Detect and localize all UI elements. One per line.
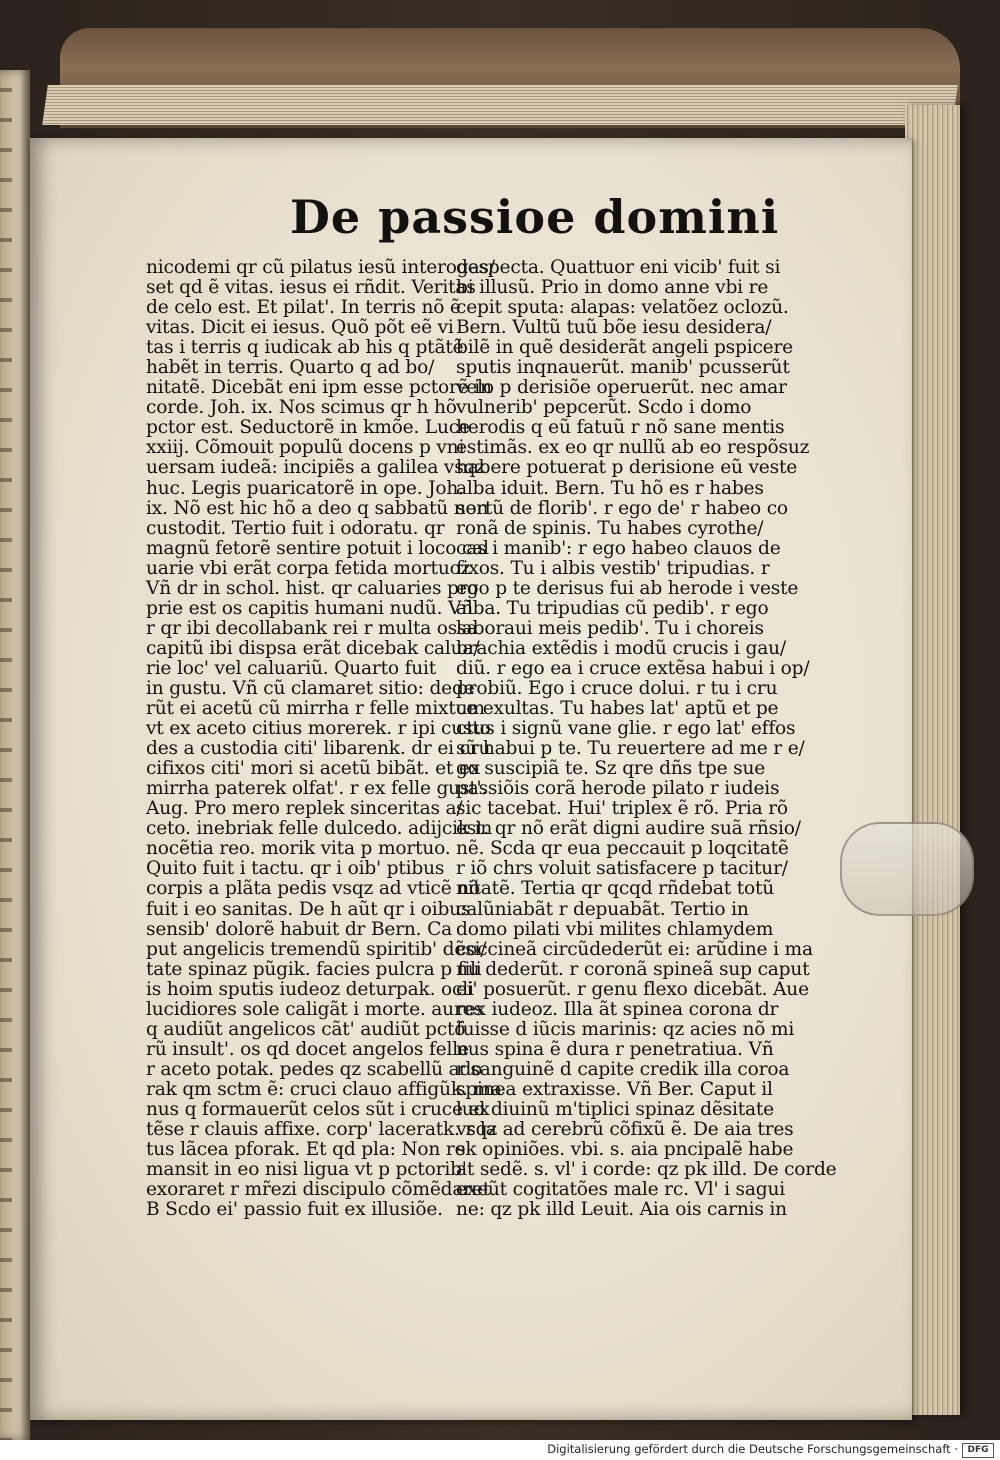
text-line: des a custodia citi' libarenk. dr ei cru: [146, 738, 491, 760]
text-line: exoraret r mr̃ezi discipulo cõmẽdaret: [146, 1179, 490, 1201]
text-column-left: [146, 257, 502, 1221]
text-line: habere potuerat p derisione eũ veste: [456, 457, 798, 479]
text-line: lucidiores sole caligãt i morte. aures: [146, 998, 483, 1020]
text-line: xxiij. Cõmouit populũ docens p vni: [146, 437, 465, 459]
running-head: De passioe domini: [290, 190, 780, 244]
page-edges-right: [905, 105, 960, 1415]
text-line: rũ insult'. os qd docet angelos felle: [146, 1038, 469, 1060]
text-line: alba iduit. Bern. Tu hõ es r habes: [456, 477, 764, 499]
text-line: uarie vbi erãt corpa fetida mortuoz: [146, 557, 471, 579]
text-line: corpis a plãta pedis vsqz ad vticẽ nõ: [146, 878, 480, 900]
text-line: cifixos citi' mori si acetũ bibãt. et ex: [146, 758, 480, 780]
text-line: cas i manib': r ego habeo clauos de: [456, 537, 781, 559]
text-line: rie loc' vel caluariũ. Quarto fuit: [146, 657, 437, 679]
text-line: sũ habui p te. Tu reuertere ad me r e/: [456, 738, 805, 760]
text-line: ceto. inebriak felle dulcedo. adijcik in: [146, 818, 493, 840]
dfg-logo: DFG: [962, 1443, 994, 1458]
text-line: prie est os capitis humani nudũ. Vñ: [146, 597, 473, 619]
text-line: ei' posuerũt. r genu flexo dicebãt. Aue: [456, 978, 809, 1000]
page-clip: [840, 822, 974, 916]
text-line: fuisse d iũcis marinis: qz acies nõ mi: [456, 1018, 795, 1040]
text-line: nocẽtia reo. morik vita p mortuo.: [146, 838, 451, 860]
text-line: Aug. Pro mero replek sinceritas a/: [146, 798, 463, 820]
text-line: mansit in eo nisi ligua vt p pctorib': [146, 1159, 467, 1181]
text-line: tate spinaz pũgik. facies pulcra p fili: [146, 958, 482, 980]
text-line: vitas. Dicit ei iesus. Quõ põt eẽ vi: [146, 317, 454, 339]
text-line: ronã de spinis. Tu habes cyrothe/: [456, 517, 764, 539]
text-line: tus lãcea pforak. Et qd pla: Non re: [146, 1139, 466, 1161]
text-line: mirrha paterek olfat'. r ex felle gust'.: [146, 778, 488, 800]
text-line: custodit. Tertio fuit i odoratu. qr: [146, 517, 445, 539]
text-line: coccineã circũdederũt ei: arũdine i ma: [456, 938, 813, 960]
text-line: despecta. Quattuor eni vicib' fuit si: [456, 257, 781, 278]
text-line: lud diuinũ m'tiplici spinaz dẽsitate: [456, 1098, 774, 1120]
text-line: brachia extẽdis i modũ crucis i gau/: [456, 637, 786, 659]
text-line: vsqz ad cerebrũ cõfixũ ẽ. De aia tres: [456, 1119, 794, 1141]
text-line: sertũ de florib'. r ego de' r habeo co: [456, 497, 788, 519]
text-line: uersam iudeã: incipiẽs a galilea vsqz: [146, 457, 485, 479]
text-line: exeũt cogitatões male rc. Vl' i sagui: [456, 1179, 785, 1201]
text-line: is hoim sputis iudeoz deturpak. ocli: [146, 978, 474, 1000]
text-line: r sanguinẽ d capite credik illa coroa: [456, 1058, 790, 1080]
text-line: nus spina ẽ dura r penetratiua. Vñ: [456, 1038, 774, 1060]
text-line: ix. Nõ est hic hõ a deo q sabbatũ non: [146, 497, 489, 519]
text-line: fuit i eo sanitas. De h aũt qr i oibus: [146, 898, 471, 920]
text-line: capitũ ibi dispsa erãt dicebak calua/: [146, 637, 480, 659]
text-line: sic tacebat. Hui' triplex ẽ rõ. Pria rõ: [456, 798, 788, 820]
text-line: ce exultas. Tu habes lat' aptũ et pe: [456, 698, 779, 720]
text-line: tẽse r clauis affixe. corp' laceratk. r la: [146, 1119, 497, 1141]
text-column-right: [456, 257, 837, 1221]
text-line: calũniabãt r depuabãt. Tertio in: [456, 898, 749, 920]
text-line: Vñ dr in schol. hist. qr caluaries pro: [146, 577, 479, 599]
text-line: alba. Tu tripudias cũ pedib'. r ego: [456, 597, 769, 619]
text-line: nu dederũt. r coronã spineã sup caput: [456, 958, 810, 980]
text-line: q audiũt angelicos cãt' audiũt pctõ: [146, 1018, 466, 1040]
text-line: at sedẽ. s. vl' i corde: qz pk illd. De corde: [456, 1159, 837, 1181]
text-line: put angelicis tremendũ spiritib' dẽsi/: [146, 938, 487, 960]
text-line: domo pilati vbi milites chlamydem: [456, 918, 774, 940]
text-line: ne: qz pk illd Leuit. Aia ois carnis in: [456, 1199, 787, 1221]
text-line: go suscipiã te. Sz qre dñs tpe sue: [456, 758, 766, 780]
text-line: r iõ chrs voluit satisfacere p tacitur/: [456, 858, 788, 880]
text-line: vulnerib' pepcerũt. Scdo i domo: [456, 397, 752, 419]
text-line: in gustu. Vñ cũ clamaret sitio: dede: [146, 677, 475, 699]
text-line: B Scdo ei' passio fuit ex illusiõe.: [146, 1199, 443, 1221]
text-line: nus q formauerũt celos sũt i cruce ex: [146, 1098, 490, 1120]
text-line: sk opiniões. vbi. s. aia pncipalẽ habe: [456, 1139, 794, 1161]
text-line: nitatẽ. Dicebãt eni ipm esse pctorẽ in: [146, 377, 492, 399]
text-line: nẽ. Scda qr eua peccauit p loqcitatẽ: [456, 838, 789, 860]
text-line: laboraui meis pedib'. Tu i choreis: [456, 617, 764, 639]
text-line: ctus i signũ vane glie. r ego lat' effos: [456, 718, 796, 740]
previous-page-edge: [0, 70, 30, 1440]
text-line: pctor est. Seductorẽ in kmõe. Luce: [146, 417, 470, 439]
text-line: diũ. r ego ea i cruce extẽsa habui i op/: [456, 657, 810, 679]
page-edges-top: [42, 85, 958, 125]
text-line: est. qr nõ erãt digni audire suã rñsio/: [456, 818, 801, 840]
text-line: r aceto potak. pedes qz scabellũ ado: [146, 1058, 483, 1080]
text-line: nicodemi qr cũ pilatus iesũ interogas/: [146, 257, 495, 278]
text-line: set qd ẽ vitas. iesus ei rñdit. Veritas: [146, 277, 476, 299]
text-line: cepit sputa: alapas: velatõez oclozũ.: [456, 297, 789, 319]
text-line: corde. Joh. ix. Nos scimus qr h hõ: [146, 397, 457, 419]
previous-page-text-fragment: [0, 70, 12, 1440]
text-line: magnũ fetorẽ sentire potuit i loco cal: [146, 537, 489, 559]
text-line: tas i terris q iudicak ab his q ptãtẽ: [146, 337, 464, 359]
text-line: fixos. Tu i albis vestib' tripudias. r: [456, 557, 770, 579]
text-line: spinea extraxisse. Vñ Ber. Caput il: [456, 1078, 773, 1100]
text-line: habẽt in terris. Quarto q ad bo/: [146, 357, 435, 379]
text-line: r qr ibi decollabank rei r multa ossa: [146, 617, 478, 639]
text-line: Bern. Vultũ tuũ bõe iesu desidera/: [456, 317, 772, 339]
text-line: rex iudeoz. Illa ãt spinea corona dr: [456, 998, 779, 1020]
text-line: de celo est. Et pilat'. In terris nõ ẽ: [146, 297, 461, 319]
text-line: nitatẽ. Tertia qr qcqd rñdebat totũ: [456, 878, 775, 900]
text-line: vt ex aceto citius morerek. r ipi custo: [146, 718, 491, 740]
text-line: passiõis corã herode pilato r iudeis: [456, 778, 780, 800]
text-line: velo p derisiõe operuerũt. nec amar: [456, 377, 787, 399]
text-line: sensib' dolorẽ habuit dr Bern. Ca: [146, 918, 453, 940]
text-line: probiũ. Ego i cruce dolui. r tu i cru: [456, 677, 778, 699]
text-line: Quito fuit i tactu. qr i oib' ptibus: [146, 858, 445, 880]
text-line: bilẽ in quẽ desiderãt angeli pspicere: [456, 337, 793, 359]
text-line: rak qm sctm ẽ: cruci clauo affigũk. ma: [146, 1078, 502, 1100]
text-line: bi illusũ. Prio in domo anne vbi re: [456, 277, 769, 299]
text-line: ego p te derisus fui ab herode i veste: [456, 577, 799, 599]
text-line: estimãs. ex eo qr nullũ ab eo respõsuz: [456, 437, 810, 459]
text-line: huc. Legis puaricatorẽ in ope. Joh.: [146, 477, 464, 499]
text-line: herodis q eũ fatuũ r nõ sane mentis: [456, 417, 785, 439]
footer-funding-note: Digitalisierung gefördert durch die Deutsche Forschungsgemeinschaft ·: [547, 1442, 958, 1456]
text-line: rũt ei acetũ cũ mirrha r felle mixtum: [146, 698, 485, 720]
footer-bar: [0, 1440, 1000, 1460]
text-line: sputis inqnauerũt. manib' pcusserũt: [456, 357, 790, 379]
